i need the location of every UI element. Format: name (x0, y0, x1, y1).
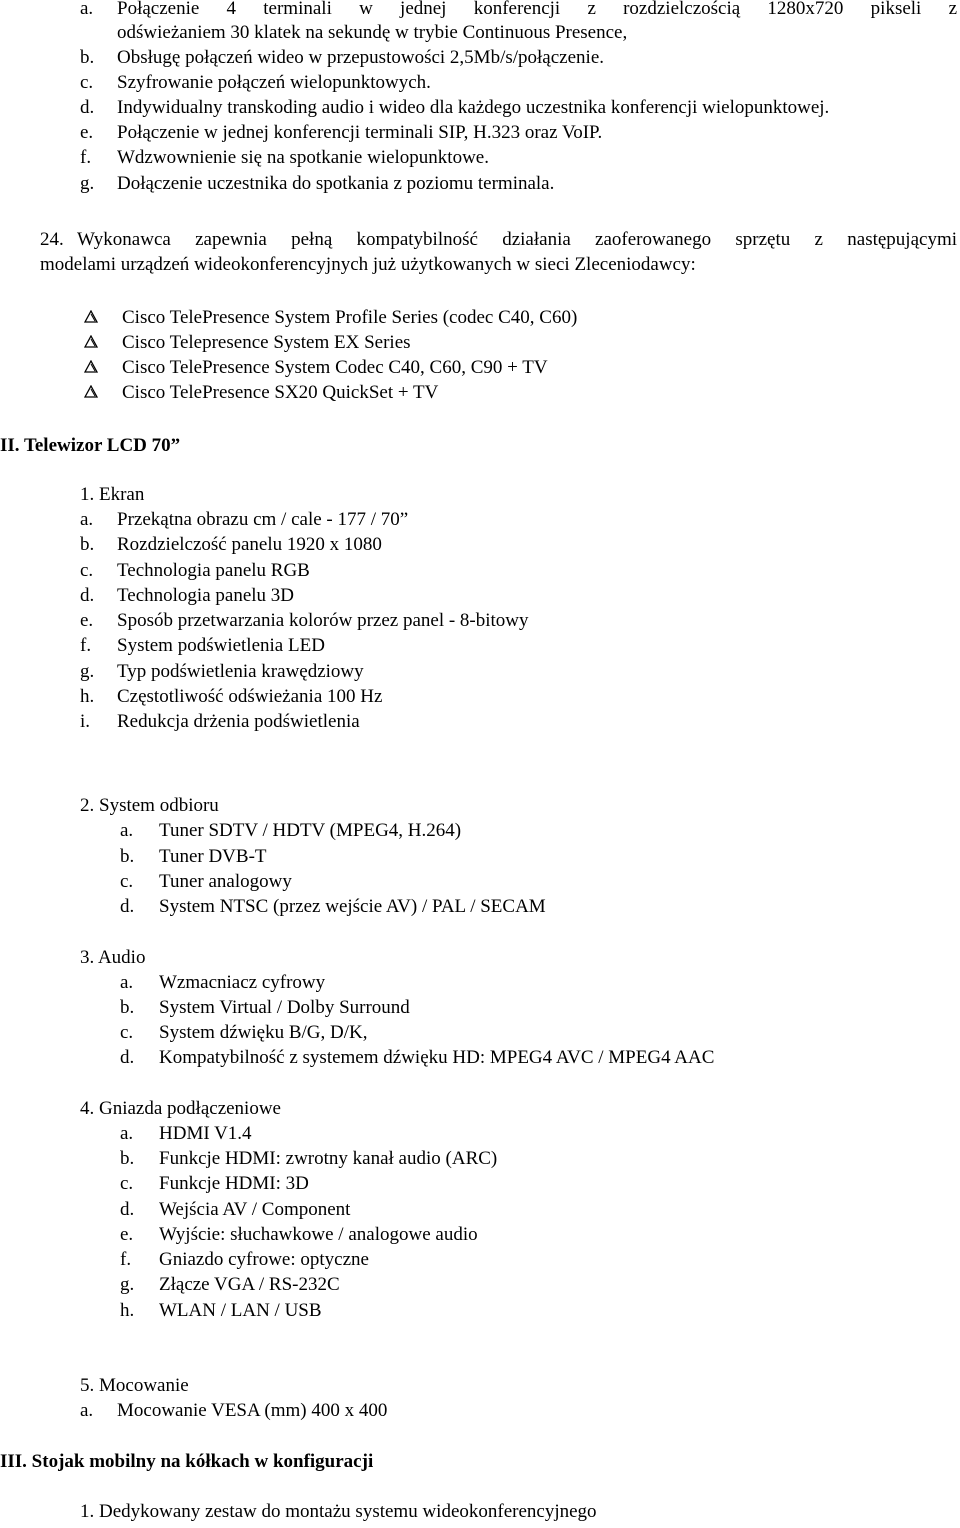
list-label: f. (80, 635, 92, 656)
list-item-text: Szyfrowanie połączeń wielopunktowych. (117, 72, 431, 93)
list-label: d. (120, 1047, 135, 1068)
point-number: 24. (40, 229, 64, 250)
section-heading: III. Stojak mobilny na kółkach w konfiguracji (0, 1451, 374, 1472)
list-item-text: Połączenie 4 terminali w jednej konferencji z rozdzielczością 1280x720 pikseli z (117, 0, 957, 19)
list-item-text: System Virtual / Dolby Surround (159, 997, 410, 1018)
list-item-text: HDMI V1.4 (159, 1123, 252, 1144)
list-item-text: Tuner analogowy (159, 871, 292, 892)
list-label: c. (120, 1173, 134, 1194)
list-label: c. (120, 871, 134, 892)
triangle-bullet-icon (84, 335, 98, 349)
list-item-text: Funkcje HDMI: zwrotny kanał audio (ARC) (159, 1148, 498, 1169)
list-label: g. (80, 661, 95, 682)
list-label: h. (80, 686, 95, 707)
list-item-text: Przekątna obrazu cm / cale - 177 / 70” (117, 509, 409, 530)
list-label: b. (120, 846, 135, 867)
list-label: g. (80, 173, 95, 194)
list-label: a. (120, 1123, 134, 1144)
list-item-text: 1. Dedykowany zestaw do montażu systemu wideokonferencyjnego (80, 1501, 597, 1522)
list-label: f. (120, 1249, 132, 1270)
list-item-text: Mocowanie VESA (mm) 400 x 400 (117, 1400, 388, 1421)
list-label: e. (80, 610, 94, 631)
triangle-bullet-icon (84, 310, 98, 324)
list-label: d. (80, 97, 95, 118)
list-item-text: Wdzwownienie się na spotkanie wielopunktowe. (117, 147, 489, 168)
list-label: d. (120, 896, 135, 917)
list-label: h. (120, 1300, 135, 1321)
list-item-text: Gniazdo cyfrowe: optyczne (159, 1249, 369, 1270)
list-item-text: System NTSC (przez wejście AV) / PAL / SECAM (159, 896, 546, 917)
list-item-text: Tuner SDTV / HDTV (MPEG4, H.264) (159, 820, 462, 841)
list-item-text: Połączenie w jednej konferencji terminali SIP, H.323 oraz VoIP. (117, 122, 603, 143)
list-label: c. (80, 560, 94, 581)
list-item-text: WLAN / LAN / USB (159, 1300, 322, 1321)
bullet-item: Cisco TelePresence System Codec C40, C60, C90 + TV (122, 357, 548, 378)
bullet-item: Cisco Telepresence System EX Series (122, 332, 411, 353)
list-item-text: Dołączenie uczestnika do spotkania z poziomu terminala. (117, 173, 555, 194)
list-item-text: System podświetlenia LED (117, 635, 325, 656)
subsection-title: 4. Gniazda podłączeniowe (80, 1098, 281, 1119)
triangle-bullet-icon (84, 385, 98, 399)
list-item-text: Złącze VGA / RS-232C (159, 1274, 340, 1295)
list-label: i. (80, 711, 91, 732)
triangle-bullet-icon (84, 360, 98, 374)
list-label: a. (80, 1400, 94, 1421)
list-item-text: Indywidualny transkoding audio i wideo dla każdego uczestnika konferencji wielopunktowej. (117, 97, 830, 118)
list-item-text: Sposób przetwarzania kolorów przez panel - 8-bitowy (117, 610, 529, 631)
list-item-text: Wyjście: słuchawkowe / analogowe audio (159, 1224, 478, 1245)
subsection-title: 1. Ekran (80, 484, 145, 505)
subsection-title: 5. Mocowanie (80, 1375, 189, 1396)
list-item-text: Technologia panelu RGB (117, 560, 310, 581)
list-item-text: Częstotliwość odświeżania 100 Hz (117, 686, 383, 707)
list-item-text: Funkcje HDMI: 3D (159, 1173, 309, 1194)
list-item-text: Typ podświetlenia krawędziowy (117, 661, 364, 682)
list-label: b. (120, 997, 135, 1018)
subsection-title: 3. Audio (80, 947, 146, 968)
list-label: f. (80, 147, 92, 168)
list-label: e. (120, 1224, 134, 1245)
list-item-text: Tuner DVB-T (159, 846, 267, 867)
list-label: b. (120, 1148, 135, 1169)
list-label: b. (80, 47, 95, 68)
list-label: a. (80, 509, 94, 530)
list-label: a. (120, 972, 134, 993)
section-heading: II. Telewizor LCD 70” (0, 435, 181, 456)
list-label: g. (120, 1274, 135, 1295)
list-label: a. (80, 0, 94, 19)
list-label: b. (80, 534, 95, 555)
list-label: d. (120, 1199, 135, 1220)
list-item-text: Technologia panelu 3D (117, 585, 295, 606)
list-label: d. (80, 585, 95, 606)
list-item-text: System dźwięku B/G, D/K, (159, 1022, 368, 1043)
paragraph-line: Wykonawca zapewnia pełną kompatybilność działania zaoferowanego sprzętu z następującymi (77, 229, 957, 250)
list-label: c. (120, 1022, 134, 1043)
list-item-text: Obsługę połączeń wideo w przepustowości 2,5Mb/s/połączenie. (117, 47, 605, 68)
list-item-text: Rozdzielczość panelu 1920 x 1080 (117, 534, 382, 555)
list-item-text: Wzmacniacz cyfrowy (159, 972, 326, 993)
subsection-title: 2. System odbioru (80, 795, 219, 816)
list-item-text: Wejścia AV / Component (159, 1199, 351, 1220)
bullet-item: Cisco TelePresence SX20 QuickSet + TV (122, 382, 439, 403)
list-item-text: Kompatybilność z systemem dźwięku HD: MPEG4 AVC / MPEG4 AAC (159, 1047, 715, 1068)
bullet-item: Cisco TelePresence System Profile Series (codec C40, C60) (122, 307, 578, 328)
list-item-text: Redukcja drżenia podświetlenia (117, 711, 360, 732)
list-label: a. (120, 820, 134, 841)
list-item-text: odświeżaniem 30 klatek na sekundę w trybie Continuous Presence, (117, 22, 628, 43)
list-label: c. (80, 72, 94, 93)
list-label: e. (80, 122, 94, 143)
paragraph-line: modelami urządzeń wideokonferencyjnych już użytkowanych w sieci Zleceniodawcy: (40, 254, 696, 275)
